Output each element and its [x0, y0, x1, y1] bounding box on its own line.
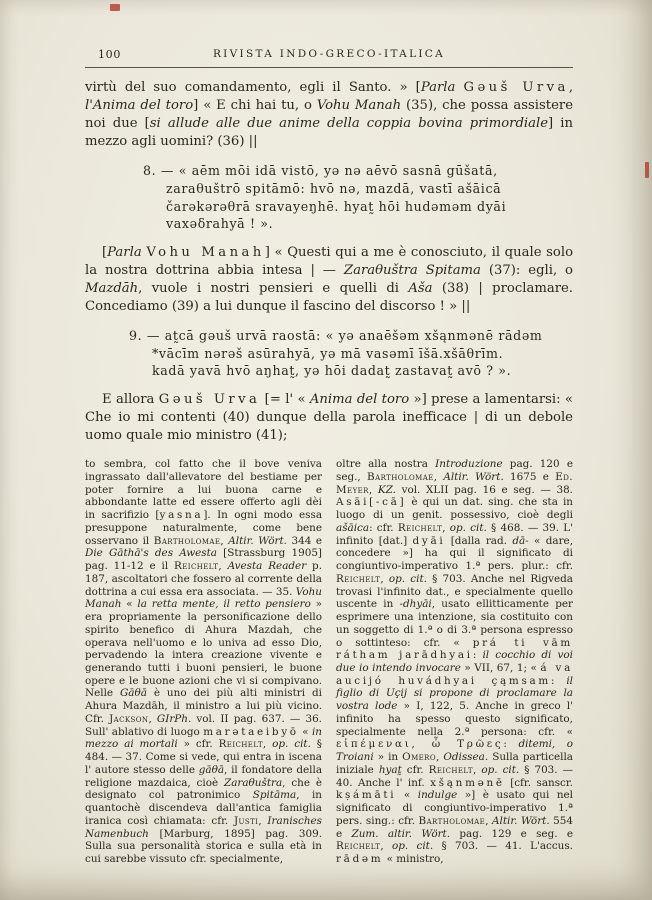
verse-9 — [129, 327, 573, 380]
text-segment: Die Gāthā's des Awesta — [85, 547, 217, 560]
text-segment: op. cit. — [481, 763, 520, 776]
text-segment: si allude alle due anime della coppia bovina primordiale — [149, 116, 548, 132]
text-segment: Bartholomae — [367, 470, 434, 483]
text-segment: « ministro, — [383, 853, 444, 865]
paragraph-continuation — [85, 79, 573, 151]
text-segment: Introduzione — [435, 458, 503, 471]
text-segment: , — [485, 814, 492, 827]
text-segment: , — [218, 560, 228, 573]
text-segment: [= l' « — [260, 392, 310, 407]
text-segment: , — [472, 763, 482, 776]
text-segment: . Sulla particella iniziale — [336, 751, 573, 776]
text-segment: 344 e — [286, 534, 322, 547]
text-segment: ]. In ogni modo essa presuppone naturalmente, come bene osservano il — [85, 509, 323, 547]
text-segment: , — [436, 751, 444, 764]
text-segment: : cfr. — [369, 521, 398, 534]
text-segment: (37): egli, o — [480, 262, 573, 278]
text-segment: p. 187, ascoltatori che fossero al corrente della dottrina a cui essa era associata. — 35. — [85, 560, 322, 598]
text-segment: [cfr. sanscr. — [504, 776, 573, 789]
text-segment: Mazdāh — [85, 280, 139, 296]
text-segment: « dare, concedere »] ha qui il significato di congiuntivo-imperativo 1.ª pers. plur.: cfr. — [336, 534, 573, 573]
footnote-column-left — [85, 458, 322, 866]
text-segment: , — [220, 534, 229, 547]
text-segment: Parla — [420, 80, 456, 95]
header-rule — [85, 67, 573, 68]
text-segment: Aša — [408, 280, 433, 296]
text-segment: , — [258, 814, 268, 827]
text-segment: Zaraθuštra Spitama — [343, 262, 481, 278]
text-segment: è qui un dat. sing. che sta in luogo di un genit. possessivo, cioè degli — [336, 496, 573, 522]
text-segment: § 703. Anche nel Rigveda trovasi l'infinito dat., e specialmente quello uscente in — [336, 572, 574, 611]
text-segment: Altir. Wört. — [492, 814, 550, 827]
text-segment: , vuole i nostri pensieri e quelli di — [138, 280, 409, 296]
text-segment: op. cit. — [388, 572, 427, 585]
text-segment: Anima del toro — [309, 392, 410, 407]
text-segment: marətaeibyō — [203, 725, 299, 738]
main-text — [85, 79, 573, 445]
text-segment: yasna — [159, 509, 204, 522]
text-segment: indulge — [417, 789, 458, 802]
verse-8-line-2: zaraθuštrō spitāmō: hvō nə, mazdā, vastī ašāicā — [166, 180, 502, 196]
text-segment: ] « E chi hai tu, o — [193, 98, 317, 114]
text-segment: Altir. Wört. — [228, 534, 287, 547]
text-segment: il cocchio di voi due io intendo invocare — [336, 649, 573, 674]
text-segment: oltre alla nostra — [336, 458, 436, 471]
text-segment: , — [148, 712, 157, 725]
text-segment: xšąnmənē — [430, 776, 505, 789]
text-segment: , usato ellitticamente per esprimere una intenzione, sia costituito con un soggetto di 1.ª o di 3.ª persona espresso o sottinteso: cfr. « — [336, 598, 573, 649]
text-segment: , — [568, 80, 574, 95]
red-ink-speck-top — [110, 4, 120, 11]
text-segment: dā- — [512, 534, 529, 547]
text-segment: prá ti vām rátham jarādhyai — [336, 636, 573, 662]
verse-8-line-3: čarəkərəθrā sravayeŋhē. hyat̰ hōi hudəməm dyāi vaxəδrahyā ! ». — [166, 198, 507, 232]
text-segment: , — [380, 572, 389, 585]
text-segment: hyat̰ — [378, 763, 402, 776]
text-segment: : — [550, 674, 567, 687]
text-segment: » era propriamente la personificazione dello spirito benefico di Ahura Mazdah, che operava nell'uomo e lo univa ad esso Dio, pervadendo la intera creazione vivente e generando tutti i buoni pensieri, le buone opere e le buone azioni che vi si compivano. Nelle — [85, 598, 323, 700]
text-segment: (38) | proclamare. Concediamo (39) a lui dunque il fascino del discorso ! » || — [85, 280, 573, 315]
text-segment: , — [442, 521, 450, 534]
text-segment: Odissea — [443, 751, 485, 764]
text-segment: § 484. — 37. Come si vede, qui entra in iscena l' autore stesso delle — [85, 738, 323, 776]
text-segment: E allora — [102, 392, 159, 407]
text-segment: ] « Questi qui a me è conosciuto, il quale solo la nostra dottrina abbia intesa | — — [85, 244, 574, 278]
journal-title: RIVISTA INDO-GRECO-ITALICA — [212, 48, 446, 60]
text-segment: il figlio di Uçij si propone di proclamare la vostra lode — [336, 674, 573, 713]
text-segment: » cfr. — [177, 738, 219, 751]
text-segment: op. cit. — [272, 738, 311, 751]
text-segment: Gəuš Urva — [463, 80, 569, 95]
text-segment: »] prese a lamentarsi: « Che io mi contenti (40) dunque della parola inefficace | di un debole uomo quale mio ministro (41); — [85, 392, 573, 444]
text-segment: »] è usato qui nel significato di congiuntivo-imperativo 1.ª pers. sing.: cfr. — [336, 789, 574, 827]
text-segment: Ed. Meyer — [336, 470, 573, 496]
text-segment: « — [298, 725, 312, 738]
text-segment: , in quantochè discendeva dall'antica famiglia iranica così chiamata: cfr. — [85, 789, 322, 827]
text-segment: » in — [373, 751, 403, 764]
text-segment: op. cit. — [391, 840, 434, 853]
text-segment: vol. XLII pag. 16 e seg. — 38. — [395, 483, 573, 496]
text-segment: [Strassburg 1905] pag. 11-12 e il — [85, 547, 322, 573]
verse-8 — [143, 162, 573, 233]
paragraph-geus-urva — [85, 391, 573, 445]
text-segment: vol. II pag. 637. — 36. Sull' ablativo di luogo — [85, 712, 322, 738]
text-segment: Gəuš Urva — [158, 392, 261, 407]
text-segment: Omero — [402, 751, 437, 764]
footnotes-section — [85, 458, 573, 866]
text-segment: Zaraθuštra — [223, 776, 283, 789]
text-segment: « — [396, 789, 418, 802]
verse-8-line-1: 8. — « aēm mōi idā vistō, yə nə aēvō sasnā gūšatā, — [143, 163, 498, 179]
footnote-column-right — [336, 458, 573, 866]
paragraph-vohu-manah — [85, 244, 573, 316]
text-segment: Avesta Reader — [227, 560, 307, 573]
text-segment: , — [368, 483, 378, 496]
text-segment: ] in mezzo agli uomini? (36) || — [85, 116, 573, 150]
text-segment: Reichelt — [174, 560, 219, 573]
text-segment: Reichelt — [336, 572, 381, 585]
text-segment: á va aucijó huvádhyai çąmsam — [336, 661, 573, 687]
text-segment: 554 e — [336, 814, 573, 840]
text-segment: , che è designato col patronimico — [85, 776, 322, 802]
text-segment: l'Anima del toro — [85, 98, 194, 114]
text-segment: gāθā — [198, 763, 225, 776]
text-segment: » VII, 67, 1; « — [460, 661, 541, 674]
text-segment: [ — [102, 244, 108, 260]
text-segment: , — [380, 840, 392, 853]
text-segment: to sembra, col fatto che il bove veniva ingrassato dall'allevatore del bestiame per poter fornire a lui buona carne e abbondante latte ed essere offerto agli dèi in sacrifizio [ — [85, 458, 322, 522]
text-segment: in mezzo ai mortali — [85, 725, 322, 751]
text-segment: Zum. altir. Wört. — [351, 827, 451, 840]
text-segment: Bartholomae — [153, 534, 221, 547]
text-segment: Bartholomae — [418, 814, 486, 827]
text-segment: , — [433, 470, 444, 483]
text-segment: Jackson — [109, 712, 149, 725]
text-segment: 1675 e — [503, 470, 556, 483]
text-segment: la retta mente, il retto pensiero — [137, 598, 311, 611]
page-header — [85, 48, 573, 63]
text-segment: Parla — [107, 244, 142, 260]
verse-9-line-2: *vācīm nərəš asūrahyā, yə mā vasəmī īšā.xšāθrīm. — [152, 345, 504, 361]
text-segment: [dalla rad. — [445, 534, 513, 547]
text-segment: pag. 129 e seg. e — [450, 827, 574, 840]
text-segment: ašāica — [336, 521, 370, 534]
text-segment: virtù del suo comandamento, egli il Santo. » [ — [85, 80, 421, 95]
text-segment: è uno dei più alti ministri di Ahura Mazdāh, il ministro a lui più vicino. Cfr. — [85, 687, 322, 725]
text-segment: kṣámāti — [336, 789, 397, 802]
text-segment: (35), che possa assistere noi due [ — [85, 98, 573, 132]
text-segment: Vohu Manah — [85, 585, 322, 611]
text-segment: , il fondatore della religione mazdaica, cioè — [85, 763, 323, 789]
text-segment: KZ. — [377, 483, 396, 496]
text-segment: pag. 120 e seg., — [336, 458, 573, 483]
text-segment: , — [262, 738, 273, 751]
text-segment: Reichelt — [428, 763, 473, 776]
text-segment: dyāi — [412, 534, 446, 547]
text-segment: Spitāma — [252, 789, 297, 802]
text-segment: -dhyāi — [399, 598, 432, 611]
text-segment: Vohu Manah — [316, 98, 402, 114]
text-segment: ditemi, o Troiani — [336, 738, 574, 764]
text-segment: : — [503, 738, 519, 751]
text-segment: Altir. Wört. — [443, 470, 504, 483]
page-number: 100 — [98, 48, 121, 61]
red-ink-speck-right — [645, 162, 649, 178]
verse-9-line-3: kadā yavā hvō aŋhat̰, yə hōi dadat̰ zastavat̰ avō ? ». — [152, 363, 512, 379]
text-segment: » I, 122, 5. Anche in greco l' infinito ha spesso questo significato, specialmente nella 2.ª persona: cfr. « — [336, 700, 573, 738]
text-segment: : — [472, 649, 483, 662]
text-segment: εἰπέμεναι, ὦ Τρῶες — [336, 738, 504, 751]
text-segment: [Marburg, 1895] pag. 309. Sulla sua personalità storica e sulla età in cui sarebbe vissuto cfr. specialmente, — [85, 827, 322, 865]
text-segment: Justi — [233, 814, 259, 827]
text-segment: § 703. — 41. L'accus. — [433, 840, 573, 853]
text-segment: § 703. — 40. Anche l' inf. — [336, 763, 574, 789]
text-segment: Iranisches Namenbuch — [85, 814, 322, 840]
page-content — [85, 48, 573, 866]
text-segment: Reichelt — [397, 521, 443, 534]
text-segment: op. cit. — [449, 521, 487, 534]
text-segment: Reichelt — [336, 840, 381, 853]
text-segment: « — [121, 598, 138, 611]
verse-9-line-1: 9. — at̰cā gəuš urvā raostā: « yə anaēšəm xšąnmənē rādəm — [129, 328, 543, 344]
text-segment: Reichelt — [218, 738, 263, 751]
text-segment: Asāi[-cā] — [336, 496, 407, 509]
text-segment: Gāθā — [119, 687, 147, 700]
text-segment: cfr. — [401, 763, 429, 776]
text-segment: § 468. — 39. L' infinito [dat.] — [336, 521, 573, 547]
text-segment: Vohu Manah — [146, 244, 265, 260]
text-segment: rādəm — [336, 853, 384, 865]
text-segment: GIrPh. — [156, 712, 192, 725]
